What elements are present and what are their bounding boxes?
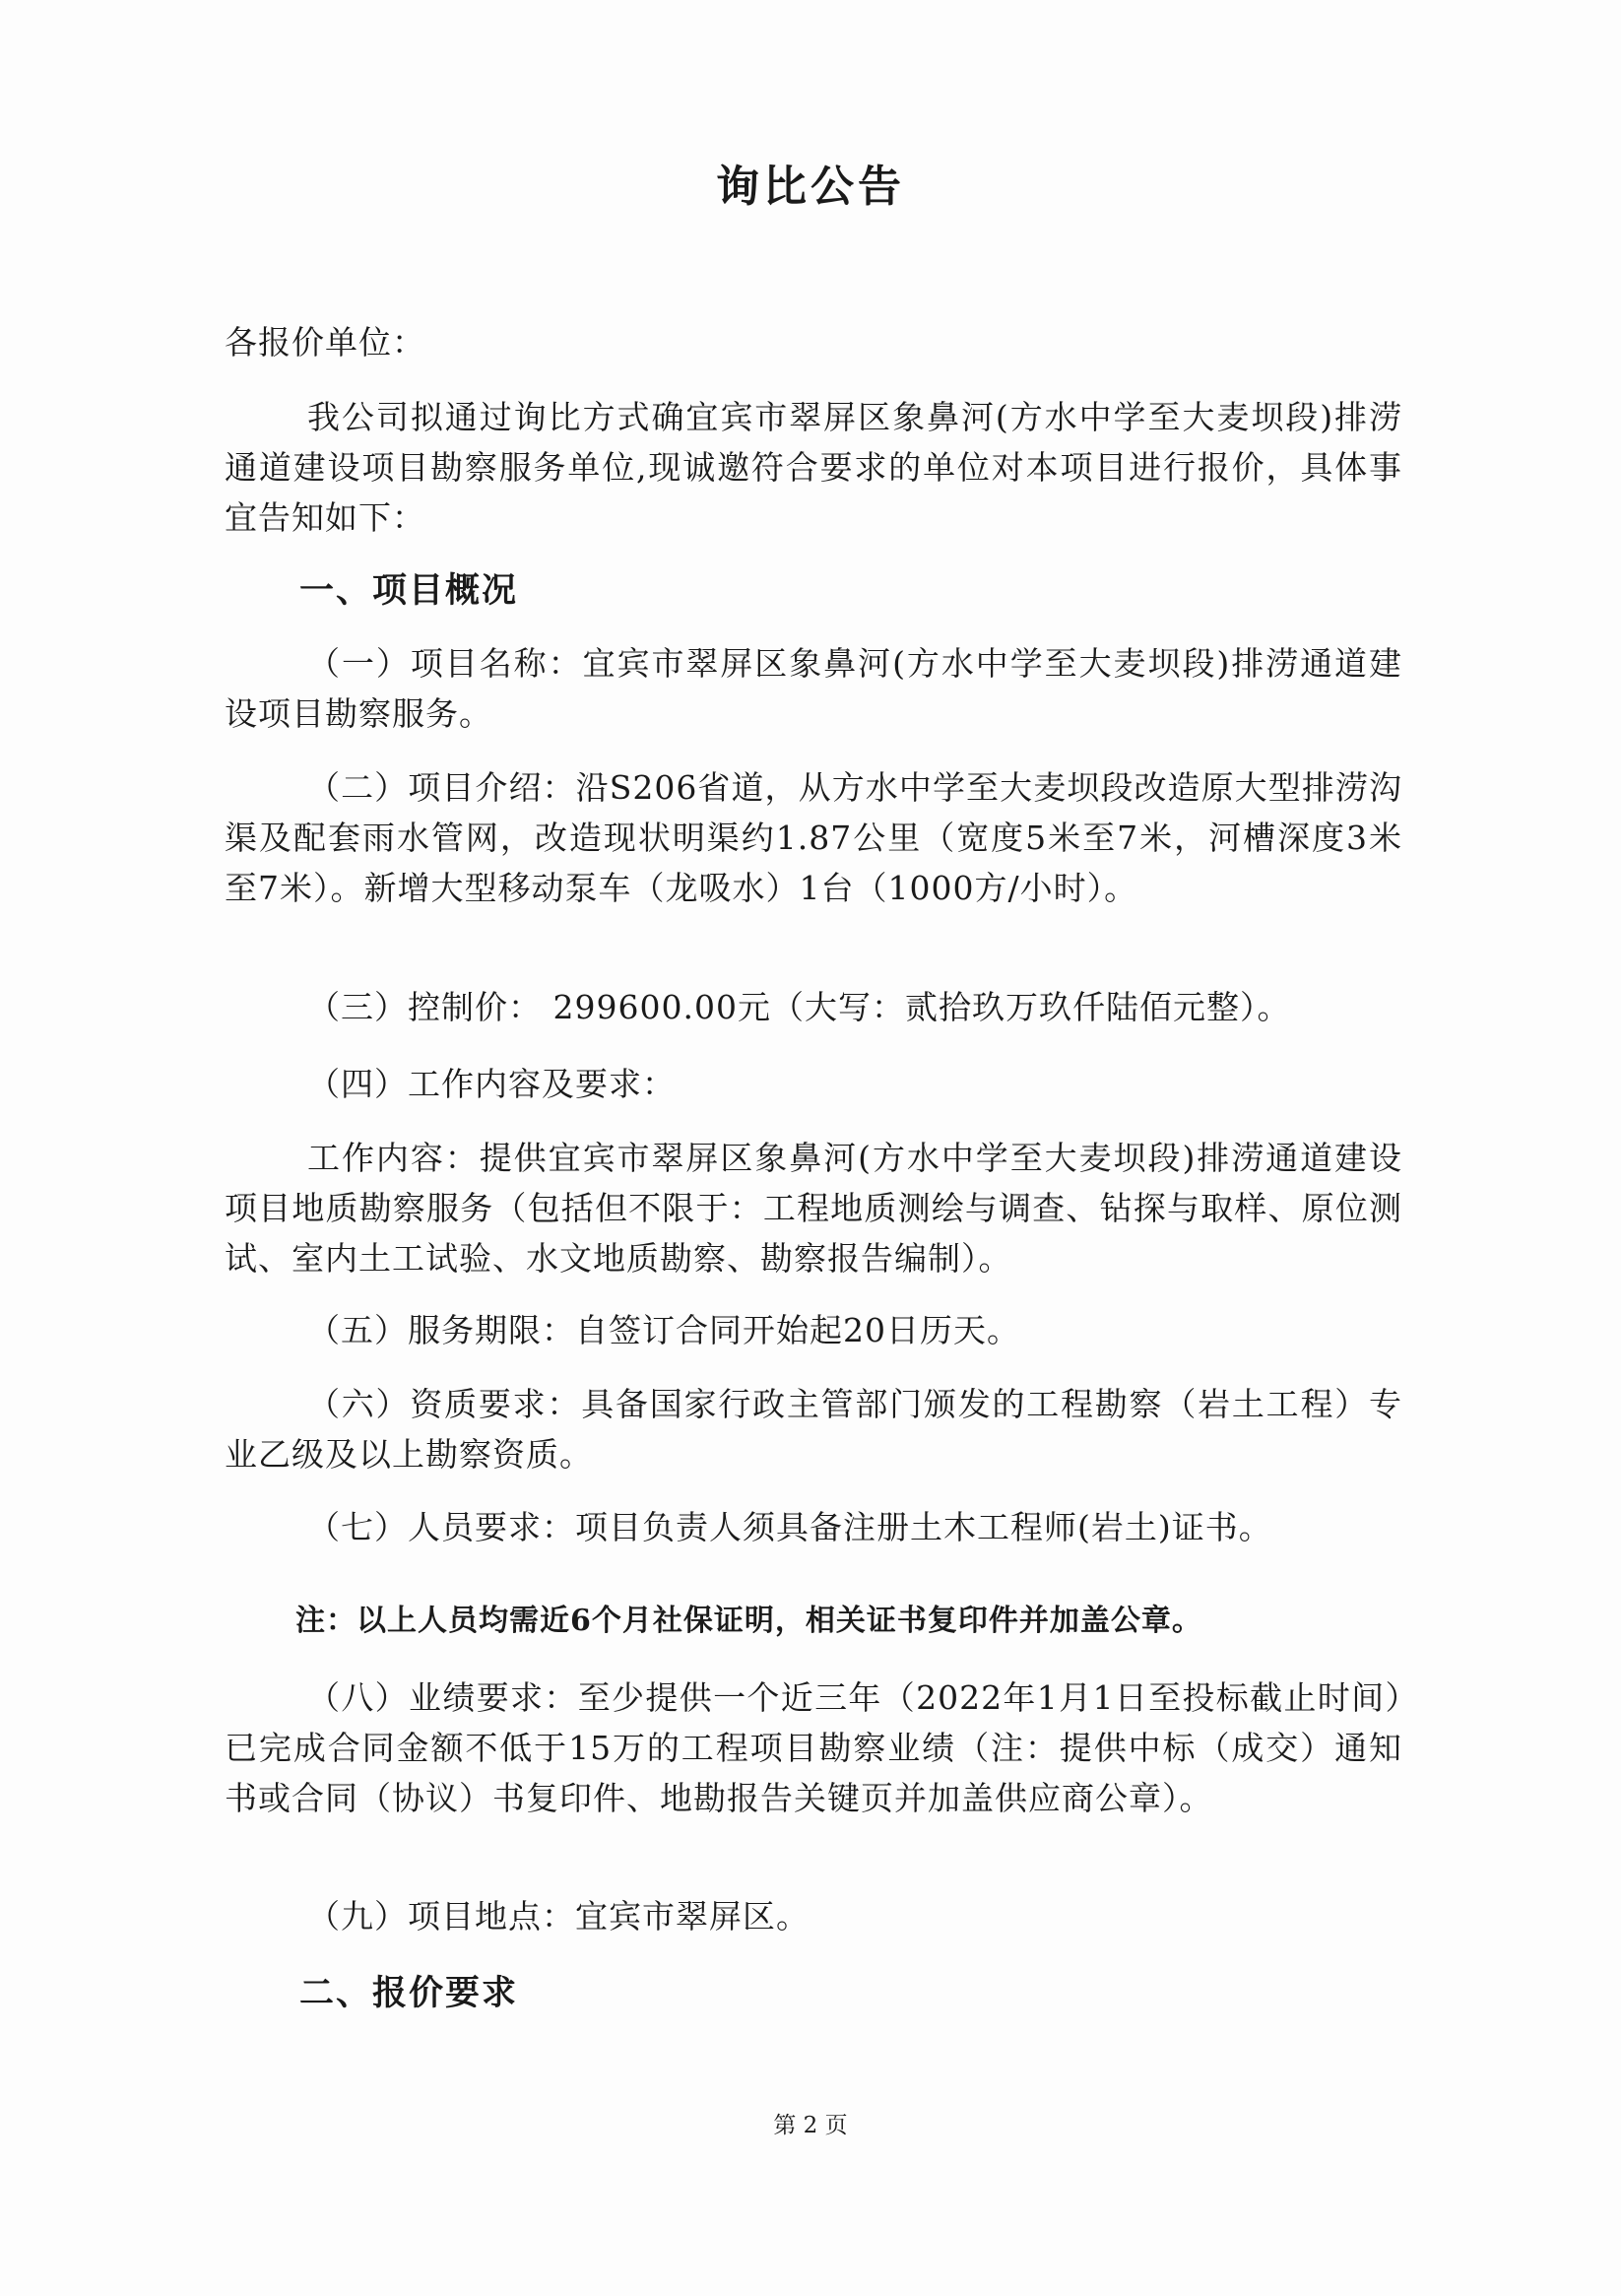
paragraph-qualification: （六）资质要求：具备国家行政主管部门颁发的工程勘察（岩土工程）专业乙级及以上勘察资质。 — [225, 1385, 1402, 1474]
intro-paragraph: 我公司拟通过询比方式确宜宾市翠屏区象鼻河(方水中学至大麦坝段)排涝通道建设项目勘察服务单位,现诚邀符合要求的单位对本项目进行报价，具体事宜告知如下： — [225, 398, 1402, 537]
paragraph-control-price: （三）控制价： 299600.00元（大写：贰拾玖万玖仟陆佰元整）。 — [307, 988, 1291, 1026]
paragraph-work-heading: （四）工作内容及要求： — [307, 1065, 676, 1103]
paragraph-project-intro: （二）项目介绍：沿S206省道，从方水中学至大麦坝段改造原大型排涝沟渠及配套雨水管网，改造现状明渠约1.87公里（宽度5米至7米，河槽深度3米至7米）。新增大型移动泵车（龙吸水）1台（1000方/小时）。 — [225, 768, 1402, 907]
page-number: 第 2 页 — [773, 2113, 848, 2138]
paragraph-personnel: （七）人员要求：项目负责人须具备注册土木工程师(岩土)证书。 — [307, 1508, 1272, 1546]
paragraph-performance: （八）业绩要求：至少提供一个近三年（2022年1月1日至投标截止时间）已完成合同金额不低于15万的工程项目勘察业绩（注：提供中标（成交）通知书或合同（协议）书复印件、地勘报告关键页并加盖供应商公章）。 — [225, 1678, 1402, 1817]
paragraph-work-content: 工作内容：提供宜宾市翠屏区象鼻河(方水中学至大麦坝段)排涝通道建设项目地质勘察服务（包括但不限于：工程地质测绘与调查、钻探与取样、原位测试、室内土工试验、水文地质勘察、勘察报告编制）。 — [225, 1139, 1402, 1278]
note-paragraph: 注：以上人员均需近6个月社保证明，相关证书复印件并加盖公章。 — [295, 1604, 1202, 1638]
salutation: 各报价单位： — [225, 323, 425, 361]
paragraph-location: （九）项目地点：宜宾市翠屏区。 — [307, 1897, 810, 1935]
section-heading-overview: 一、项目概况 — [299, 570, 519, 611]
section-heading-quote: 二、报价要求 — [299, 1973, 519, 2013]
paragraph-project-name: （一）项目名称：宜宾市翠屏区象鼻河(方水中学至大麦坝段)排涝通道建设项目勘察服务。 — [225, 644, 1402, 733]
page-title: 询比公告 — [716, 162, 905, 212]
paragraph-service-period: （五）服务期限：自签订合同开始起20日历天。 — [307, 1311, 1020, 1349]
